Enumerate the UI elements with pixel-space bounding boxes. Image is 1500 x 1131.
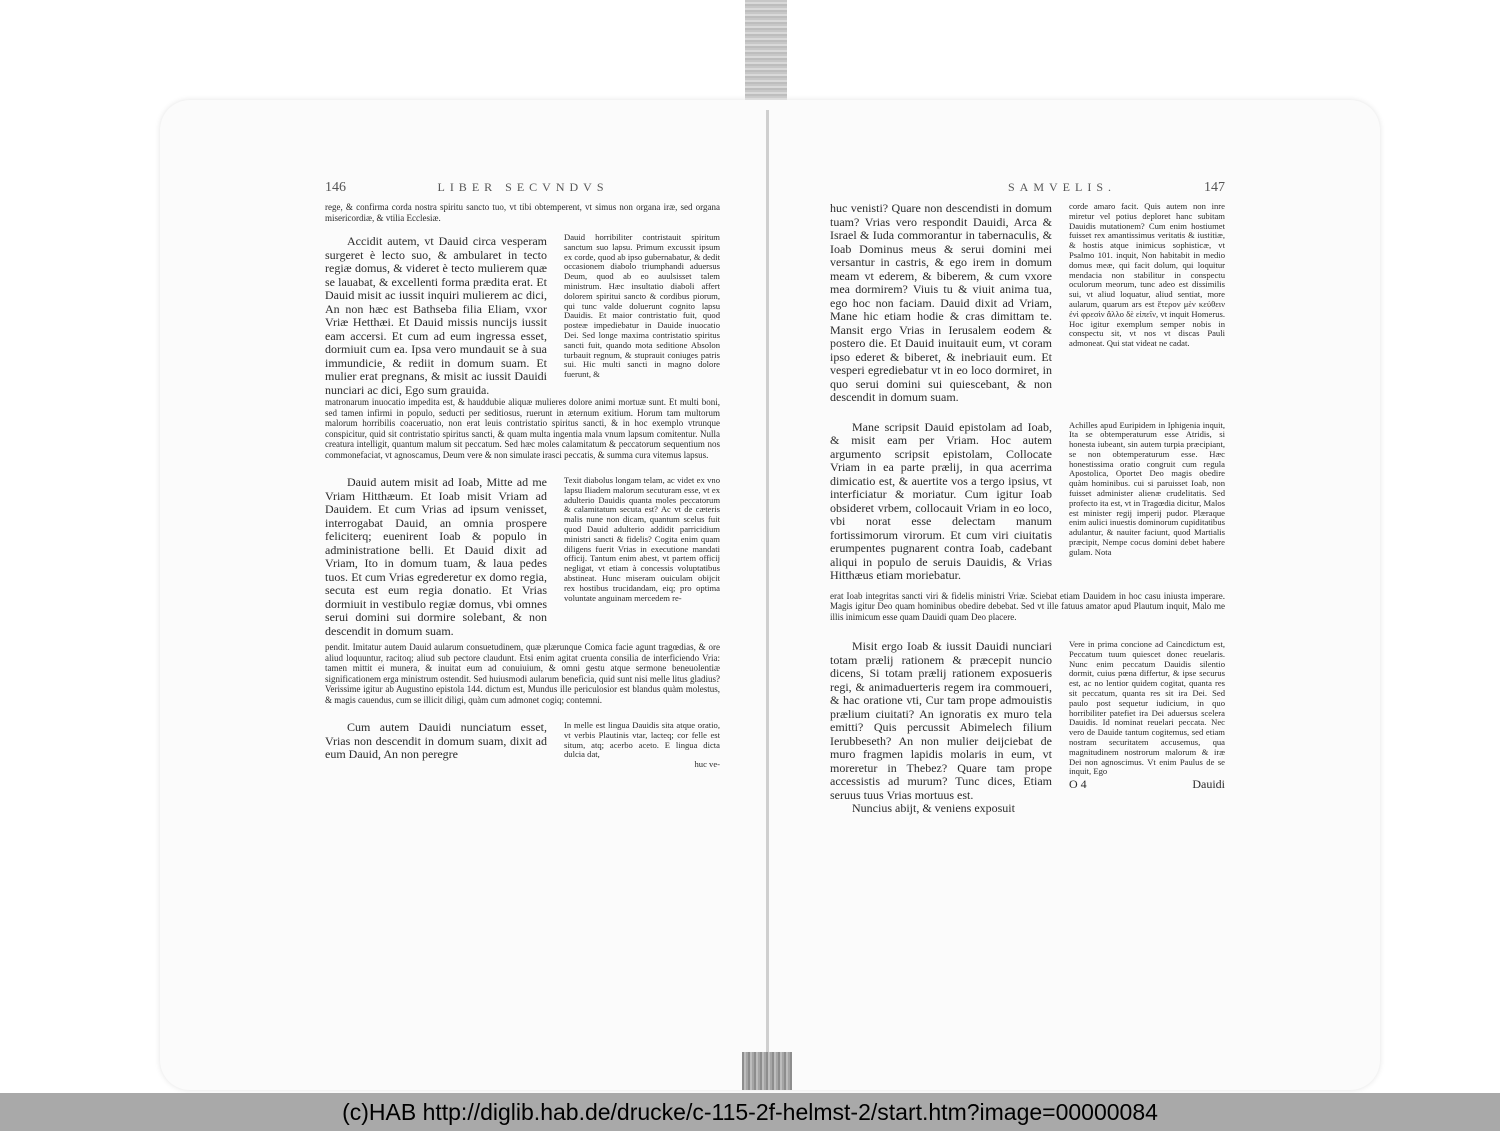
right-section-3 (830, 640, 1225, 816)
right-catchword: Dauidi (1192, 777, 1225, 792)
right-section-2-commentary-continued: erat Ioab integritas sancti viri & fidelis ministri Vriæ. Sciebat etiam Dauidem in hoc casu iniusta imperare. Magis igitur Deo quam hominibus obedire debebat. Sed vt ille fatuus amator apud Plautum inquit, Malo me illis inimicum esse quam Dauidi quam Deo placere. (830, 590, 1225, 622)
right-page (830, 180, 1225, 816)
right-section-2-commentary: Achilles apud Euripidem in Iphigenia inquit, Ita se obtemperaturum esse Atridis, si honesta iubeant, sin autem turpia præcipiant, se non obtemperaturum esse. Hæc honestissima oratio congruit cum regula Apostolica, Oportet Deo magis obedire quàm hominibus. cui si paruisset Ioab, non fuisset administer alienæ crudelitatis. Sed profecto ita est, vt in Tragœdia dicitur, Malos est minister regij imperij pudor. Plæraque enim aulici inuestis dominorum cupiditatibus adulantur, & nauiter faciunt, quod Martialis præcipit, Nempe cocus domini debet habere gulam. Nota (1069, 419, 1225, 557)
left-running-title: LIBER SECVNDVS (437, 180, 609, 194)
left-section-1-text: Accidit autem, vt Dauid circa vesperam surgeret è lecto suo, & ambularet in tecto regiæ domus, & videret è tecto mulierem quæ se lauabat, & excellenti forma prædita erat. Et Dauid misit ac iussit inquiri mulierem ac dici, An non hæc est Bathseba filia Eliam, vxor Vriæ Hetthæi. Et Dauid missis nuncijs iussit eam accersi. Et cum ad eum ingressa esset, dormiuit cum ea. Ipsa vero mundauit se à sua immundicie, & rediit in domum suam. Et mulier erat pregnans, & misit ac iussit Dauidi nunciari ac dici, Ego sum grauida. (325, 234, 547, 397)
left-top-continuation: rege, & confirma corda nostra spiritu sancto tuo, vt tibi obtemperent, vt simus non organa iræ, sed organa misericordiæ, & vtilia Ecclesiæ. (325, 202, 720, 223)
left-page-number: 146 (325, 180, 346, 195)
right-section-3-text-block (830, 640, 1052, 816)
left-section-3-commentary-text: In melle est lingua Dauidis sita atque oratio, vt verbis Plautinis vtar, lacteq; cor felle est situm, atq; acerbo aceto. E lingua dicta dulcia dat, (564, 720, 720, 760)
scan-tab-top (745, 0, 787, 108)
left-section-2-text: Dauid autem misit ad Ioab, Mitte ad me Vriam Hitthæum. Et Ioab misit Vriam ad Dauidem. Et cum Vrias ad ipsum venisset, interrogabat Dauid, an omnia prospere feliciterq; euenirent Ioab & populo in administratione belli. Et Dauid dixit ad Vriam, Ito in domum tuam, & laua pedes tuos. Et cum Vrias egrederetur ex domo regia, secuta est eum regia donatio. Et Vrias dormiuit in vestibulo regiæ domus, vbi omnes serui domini sui dormire solebant, & non descendit in domum suam. (325, 475, 547, 638)
left-section-3 (325, 721, 720, 770)
book-gutter (766, 110, 769, 1080)
right-page-footer (1069, 777, 1225, 792)
right-section-1 (830, 202, 1225, 405)
left-section-2 (325, 476, 720, 638)
right-section-1-text: huc venisti? Quare non descendisti in domum tuam? Vrias vero respondit Dauidi, Arca & Israel & Iuda commorantur in tabernaculis, & Ioab Dominus meus & serui domini mei versantur in castris, & ego irem in domum meam vt ederem, & biberem, & cum vxore mea dormirem? Viuis tu & viuit anima tua, ego hoc non faciam. Dauid dixit ad Vriam, Mane hic etiam hodie & cras dimittam te. Mansit ergo Vrias in Ierusalem eodem & postero die. Et Dauid inuitauit eum, vt coram ipso ederet & biberet, & inebriauit eum. Et vesperi egrediebatur vt in eo loco dormiret, in quo serui domini sui quiescebant, & non descendit in domum suam. (830, 201, 1052, 404)
right-running-title: SAMVELIS. (1007, 180, 1116, 194)
left-section-3-text: Cum autem Dauidi nunciatum esset, Vrias non descendit in domum suam, dixit ad eum Dauid, An non peregre (325, 720, 547, 761)
left-page (325, 180, 720, 770)
left-section-1 (325, 227, 720, 397)
right-page-number: 147 (1203, 180, 1225, 195)
right-section-3-last-line: Nuncius abijt, & veniens exposuit (852, 801, 1015, 815)
left-catchword: huc ve- (694, 759, 720, 770)
right-section-3-text: Misit ergo Ioab & iussit Dauidi nunciari totam prælij rationem & præcepit nuncio dicens, Si totam prælij rationem exposueris regi, & animaduerteris regem ira commoueri, & hac oratione vti, Cur tam prope admouistis prælium ciuitati? An ignoratis ex muro tela emitti? Quis percussit Abimelech filium Ierubbeseth? An non mulier deijciebat de muro fragmen lapidis molaris in eum, vt moreretur in Thebez? Quare tam prope accessistis ad murum? Tunc dices, Etiam seruus tuus Vrias mortuus est. (830, 639, 1052, 802)
right-section-2-text: Mane scripsit Dauid epistolam ad Ioab, & misit eam per Vriam. Hoc autem argumento scripsit epistolam, Collocate Vriam in ea parte prælij, in qua acerrima dimicatio est, & auertite vos a tergo ipsius, vt interficiatur & moriatur. Cum igitur Ioab obsideret vrbem, collocauit Vriam in eo loco, vbi norat esse delectam manum fortissimorum virorum. Et cum viri ciuitatis erumpentes pugnarent contra Ioab, cadebant aliqui in populo de seruis Dauidis, & Vrias Hitthæus etiam moriebatur. (830, 419, 1052, 582)
right-section-2 (830, 421, 1225, 583)
left-section-3-commentary (564, 721, 720, 770)
signature-mark: O 4 (1069, 777, 1087, 792)
copyright-banner: (c)HAB http://diglib.hab.de/drucke/c-115-2f-helmst-2/start.htm?image=00000084 (0, 1093, 1500, 1131)
right-section-3-side (1069, 640, 1225, 816)
left-running-head (325, 180, 720, 202)
right-running-head (830, 180, 1225, 202)
right-section-3-commentary: Vere in prima concione ad Caincdictum est, Peccatum tuum quiescet donec reuelaris. Nunc enim peccatum Dauidis silentio dormit, cuius pœna differtur, & ipse securus est, ac no lentior quidem cogitat, quanta res sit peccatum, quanta res sit ira Dei. Sed paulo post sequetur iudicium, in quo horribiliter patefiet ira Dei aduersus scelera Dauidis. Id nominat reuelari peccata. Nec vero de Dauide tantum cogitemus, sed etiam nostram securitatem accusemus, qua magnitudinem nostrorum malorum & iræ Dei non agnoscimus. Vt enim Paulus de se inquit, Ego (1069, 639, 1225, 777)
right-section-1-commentary: corde amaro facit. Quis autem non inre miretur vel potius deploret hanc subitam Dauidis mutationem? Cum enim hostiumet fuisset rex amantissimus veritatis & iustitiæ, & hostis atque inimicus sophisticæ, vt Psalmo 101. inquit, Non habitabit in medio domus meæ, qui facit dolum, qui loquitur mendacia non stabilitur in conspectu oculorum meorum, tunc adeo est dissimilis sui, vt aliud loquatur, aliud sentiat, more aularum, quarum ars est ἕτερον μὲν κεύθειν ἐνὶ φρεσὶν ἄλλο δὲ εἰπεῖν, vt inquit Homerus. Hoc igitur exemplum semper nobis in conspectu sit, vt nos vt discas Pauli admoneat. Qui stat videat ne cadat. (1069, 201, 1225, 349)
left-section-2-commentary-continued: pendit. Imitatur autem Dauid aularum consuetudinem, quæ plærunque Comica facie agunt tragœdias, & ore aliud loquuntur, racitoq; aliud sub pectore claudunt. Etsi enim agitat cruenta consilia de interficiendo Vria: tamen mittit ei munera, & inuitat eum ad conuiuium, & omni gestu atque sermone beneuolentiæ significationem erga ministrum ostendit. Sed huiusmodi aularum beneficia, quid sunt nisi melle litus gladius? Verissime igitur ab Augustino epistola 144. dictum est, Mundus ille periculosior est blandus quàm molestus, & magis cauendus, cum se illicit diligi, quàm cum admonet cogiq; contemni. (325, 642, 720, 705)
left-section-1-commentary-continued: matronarum inuocatio impedita est, & hauddubie aliquæ mulieres dolore animi mortuæ sunt. Et multi boni, sed tamen infirmi in populo, seducti per seditiosus, ruerunt in æternum exitium. Horum tam multorum malorum horribilis coaceruatio, non erat leuis contristatio spiritus sancti, & in hoc exemplo vtrunque conspicitur, quid sit contristatio spiritus sancti, & quam multa ingentia mala vnum lapsum comitentur. Nulla creatura intelligit, quantum malum sit peccatum. Sed hæc moles calamitatum & peccatorum sequentium nos commonefaciat, vt agnoscamus, Deum vere & non simulate irasci peccatis, & summa cura vitemus lapsus. (325, 397, 720, 460)
left-section-1-commentary: Dauid horribiliter contristauit spiritum sanctum suo lapsu. Primum excussit ipsum ex corde, quod ab ipso gubernabatur, & dedit occasionem diabolo triumphandi aduersus Deum, quod ab eo auulsisset talem ministrum. Hæc insultatio diaboli affert dolorem spiritui sancto & cordibus piorum, qui tunc valde doluerunt cognito lapsu Dauidis. Et maior contristatio fuit, quod posteæ impediebatur in Dauide inuocatio Dei. Sed longe maxima contristatio spiritus sancti fuit, quando mota seditione Absolon turbauit regnum, & stuprauit coniuges patris sui. Hic multi sancti in magno dolore fuerunt, & (564, 232, 720, 380)
left-section-2-commentary: Texit diabolus longam telam, ac videt ex vno lapsu Iliadem malorum secuturam esse, vt ex adulterio Dauidis quanta moles peccatorum & calamitatum secuta est? Ac vt de cæteris malis nune non dicam, quantum scelus fuit quod Dauid adulterio addidit parricidium ministri sancti & fidelis? Cogita enim quam diligens fuerit Vrias in executione mandati officij. Tantum enim abest, vt partem officij negligat, vt etiam à concessis voluptatibus abstineat. Hunc miseram ouiculam obijcit rex hostibus trucidandam, eiq; pro optima voluntate anguinam mercedem re- (564, 475, 720, 603)
scan-tab-bottom (742, 1052, 792, 1090)
